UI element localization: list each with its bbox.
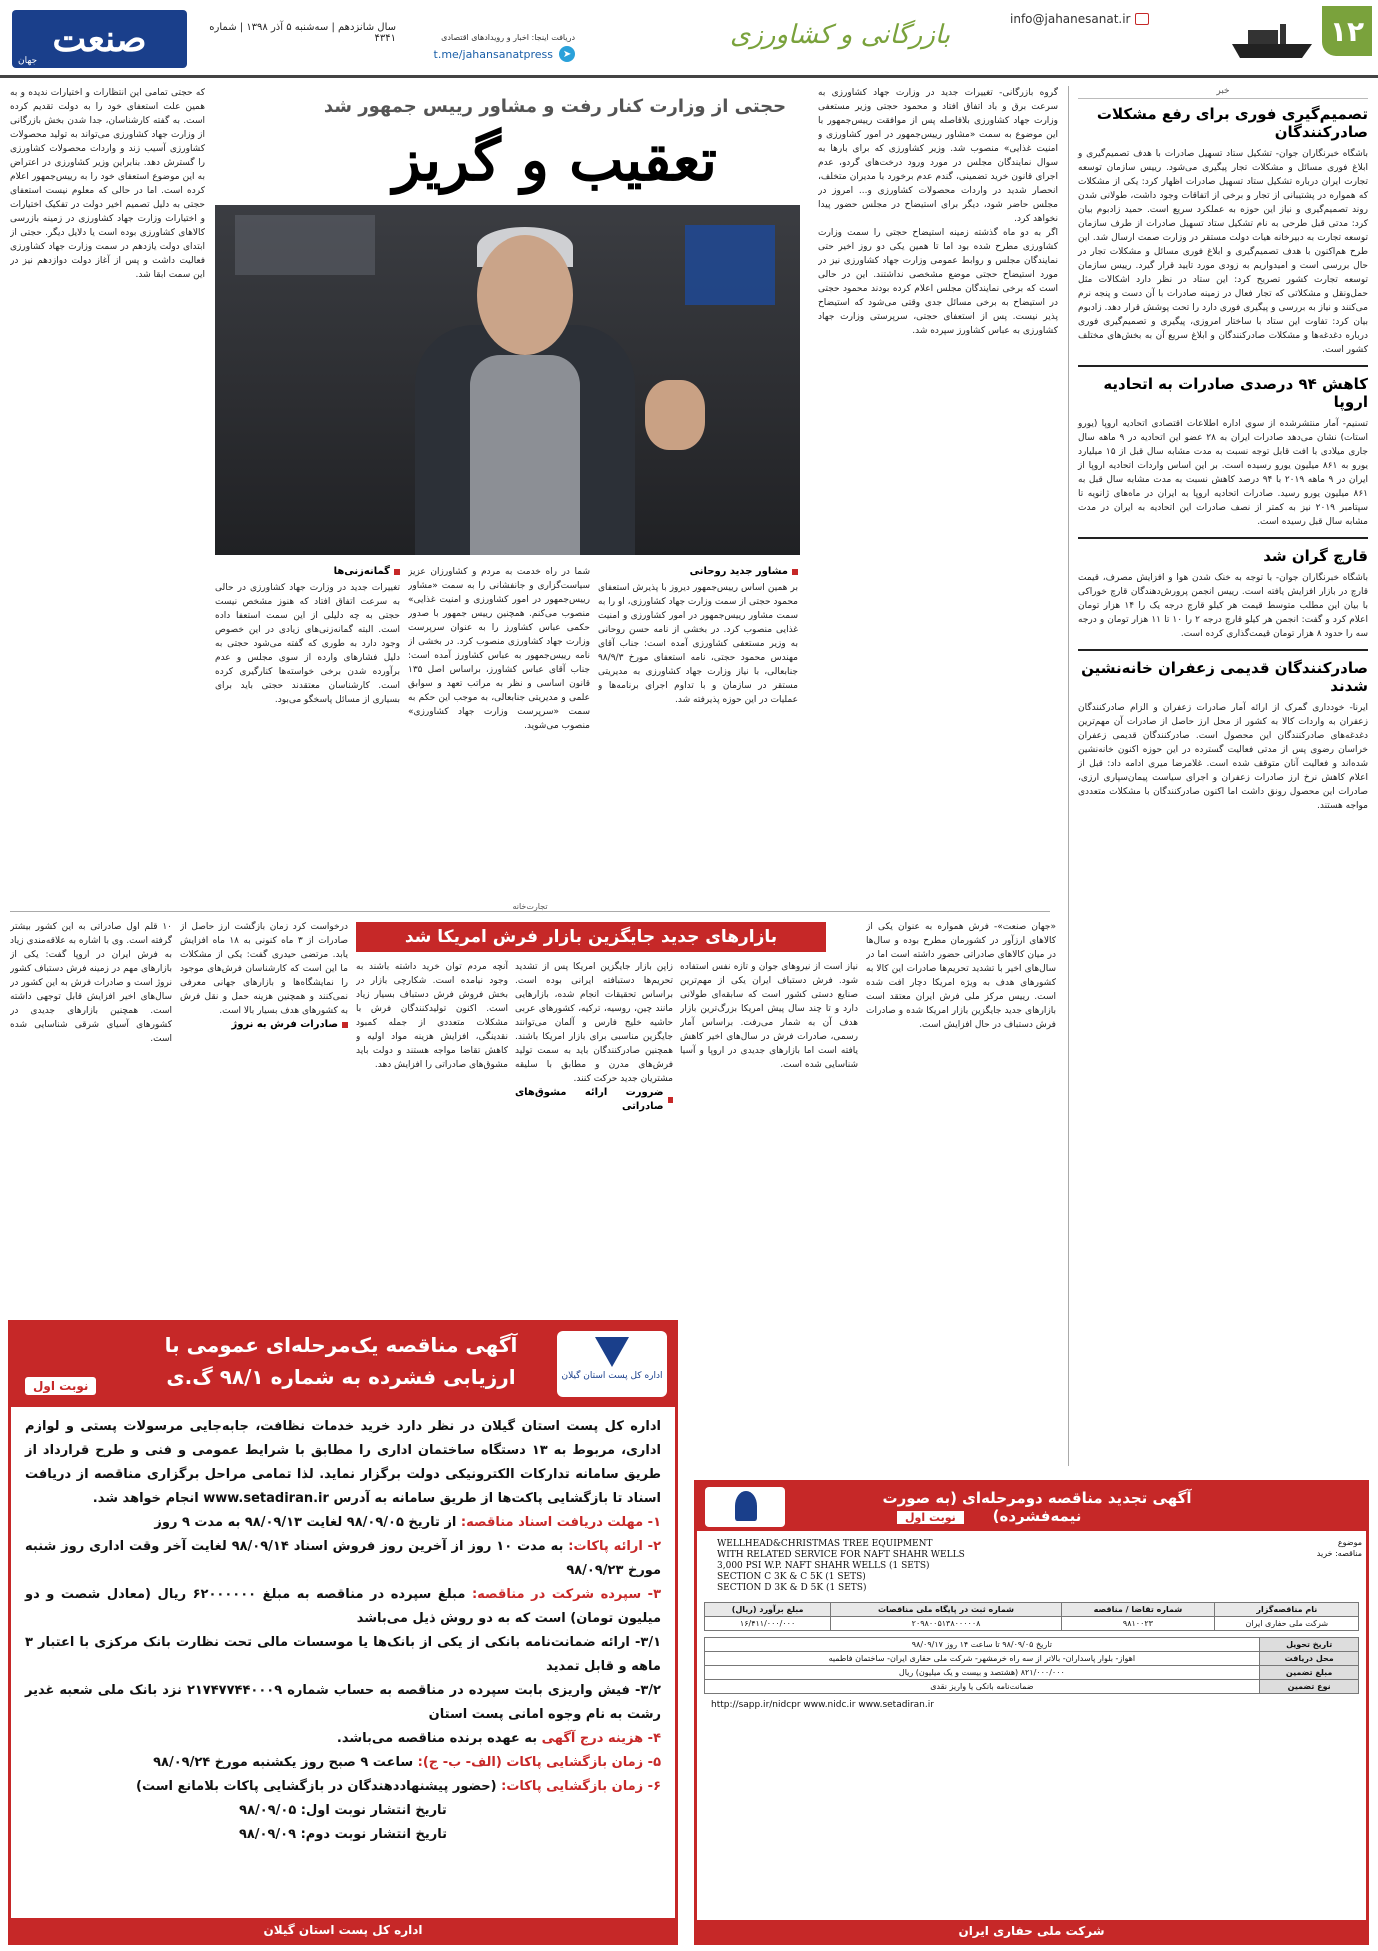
email-address: info@jahanesanat.ir	[1010, 12, 1131, 26]
post-logo: اداره کل پست استان گیلان	[557, 1331, 667, 1397]
subhead-norway: صادرات فرش به نروژ	[180, 1018, 348, 1032]
table-cell: ۱۶/۴۱۱/۰۰۰/۰۰۰	[704, 1617, 831, 1631]
ad-item-label: ۴- هزینه درج آگهی	[541, 1731, 661, 1746]
ad-item-label: ۳/۱-	[634, 1635, 662, 1650]
ad-item	[25, 1727, 661, 1751]
ad-item-text: ساعت ۹ صبح روز یکشنبه مورخ ۹۸/۰۹/۲۴	[153, 1755, 414, 1770]
ad-item-label: ۲- ارائه پاکات:	[568, 1539, 661, 1554]
right-kicker: خبر	[1078, 86, 1368, 99]
ad-item-label: ۵- زمان بازگشایی پاکات (الف- ب- ج):	[417, 1755, 661, 1770]
equipment-line: SECTION D 3K & D 5K (1 SETS)	[717, 1583, 867, 1593]
tender-ad-post-gilan[interactable]	[8, 1320, 678, 1945]
main-col5-text: تغییرات جدید در وزارت جهاد کشاورزی در حالی به سرعت اتفاق افتاد که هنوز مشخص نیست حجتی به چه دلیلی از این سمت استعفا داده است. البته گمانه‌زنی‌های زیادی در این خصوص وجود دارد به طوری که گفته می‌شود حجتی به دلیل فشارهای وارده از سوی مجلس و عدم برآورده شدن برخی خواسته‌ها کنارگیری کرده است. کارشناسان معتقدند حجتی باید برای بسیاری از مسائل پاسخگو می‌بود.	[215, 583, 400, 705]
equipment-line: 3,000 PSI W.P. NAFT SHAHR WELLS (1 SETS)	[717, 1561, 930, 1571]
tender-subject-label: موضوع مناقصه: خرید	[1316, 1538, 1362, 1558]
story-body-export-facilitation: باشگاه خبرنگاران جوان- تشکیل ستاد تسهیل صادرات با هدف تصمیم‌گیری و ابلاغ فوری مسائل و مشکلات تجار پیگیری می‌شود. رییس سازمان توسعه تجارت ایران درباره تشکیل ستاد تسهیل صادرات اظهار کرد: یکی از مشکلات که همواره در پشتیبانی از تجار و برخی از اتفاقات وجود داشت، طولانی شدن روند تصمیم‌گیری و نیاز این حوزه به عملکرد سریع است. حمید زادبوم بیان کرد: مدتی قبل طرحی به نام تشکیل ستاد تسهیل صادرات از طرف سازمان توسعه تجارت به دبیرخانه هیات دولت مستقر در وزارت صمت ارسال شد. این طرح هم‌اکنون با هدف تصمیم‌گیری و ابلاغ فوری مسائل و مشکلات تجار در حال بررسی است و امیدواریم به زودی مورد تایید قرار گیرد. رییس سازمان توسعه تجارت کشور تصریح کرد: این ستاد در نظر دارد اشکالات مثل حمل‌ونقل و مشکلاتی که تجار فعال در زمینه صادرات با آن دست و پنجه نرم می‌کنند و نیاز به بررسی و پیگیری فوری دارد را تحت پوشش قرار دهد. زادبوم بیان کرد: تفاوت این ستاد با ساختار امروزی، پیگیری و تصمیم‌گیری فوری درباره دغدغه‌ها و مشکلات صادرکنندگان و ابلاغ سریع آن به بخش‌های مختلف کشور است.	[1078, 149, 1368, 355]
trade-col3	[515, 960, 673, 1310]
row-value: اهواز- بلوار پاسداران- بالاتر از سه راه خرمشهر- شرکت ملی حفاری ایران- ساختمان فاطمیه	[704, 1652, 1259, 1666]
table-row	[704, 1666, 1359, 1680]
ad-item-text: به عهده برنده مناقصه می‌باشد.	[336, 1731, 538, 1746]
main-col3	[598, 565, 798, 885]
divider	[1078, 649, 1368, 651]
email-link[interactable]	[1010, 12, 1149, 26]
ad-title: آگهی مناقصه یک‌مرحله‌ای عمومی با ارزیابی فشرده به شماره ۹۸/۱ گ.ی	[164, 1333, 518, 1389]
main-col6	[10, 86, 205, 886]
column-divider	[1068, 86, 1069, 1466]
ad-item-text: (حضور پیشنهاددهندگان در بازگشایی پاکات بلامانع است)	[136, 1779, 497, 1794]
row-value: ضمانت‌نامه بانکی یا واریز نقدی	[704, 1680, 1259, 1694]
logo-sub: جهان	[18, 56, 38, 66]
ad-item-label: ۳- سپرده شرکت در مناقصه:	[471, 1587, 661, 1602]
ad-item-text: فیش واریزی بابت سپرده در مناقصه به حساب شماره ۲۱۷۴۷۷۴۴۰۰۰۹ نزد بانک ملی شعبه غدیر رشت به نام وجوه امانی پست استان	[25, 1683, 661, 1722]
subhead-new-advisor: مشاور جدید روحانی	[598, 565, 798, 579]
story-body-mushroom: باشگاه خبرنگاران جوان- با توجه به خنک شدن هوا و افزایش مصرف، قیمت قارچ در بازار افزایش یافته است. رییس انجمن پرورش‌دهندگان قارچ خوراکی با بیان این مطلب متوسط قیمت هر کیلو قارچ درجه یک را ۱۴ هزار تومان اعلام کرد و گفت: انجمن هر کیلو قارچ درجه ۲ را ۱۰ تا ۱۱ هزار تومان و درجه سه را حدود ۸ هزار تومان قیمت‌گذاری کرده است.	[1078, 573, 1369, 639]
main-col4	[408, 565, 590, 885]
ad-footer: اداره کل پست استان گیلان	[11, 1918, 675, 1942]
photo-figure	[645, 380, 705, 450]
tender-ad-drilling-company[interactable]	[694, 1480, 1369, 1945]
table-row	[704, 1638, 1359, 1652]
table-row	[704, 1617, 1359, 1631]
ad-item	[25, 1751, 661, 1775]
trade-col6	[10, 920, 172, 1310]
row-label: تاریخ تحویل	[1260, 1638, 1359, 1652]
equipment-line: SECTION C 3K & C 5K (1 SETS)	[717, 1572, 866, 1582]
story-title-saffron[interactable]: صادرکنندگان قدیمی زعفران خانه‌نشین شدند	[1081, 659, 1368, 695]
ad-header	[11, 1323, 675, 1407]
subhead-export-incentives: ضرورت ارائه مشوق‌های صادراتی	[515, 1086, 673, 1114]
ad-item	[25, 1775, 661, 1799]
table-row	[704, 1652, 1359, 1666]
story-title-export-facilitation[interactable]: تصمیم‌گیری فوری برای رفع مشکلات صادرکنندگان	[1096, 105, 1368, 141]
story-title-eu-exports[interactable]: کاهش ۹۴ درصدی صادرات به اتحادیه اروپا	[1103, 375, 1368, 411]
main-col3-text: بر همین اساس رییس‌جمهور دیروز با پذیرش استعفای محمود حجتی از سمت وزارت جهاد کشاورزی، او را به سمت مشاور رییس‌جمهور در امور کشاورزی و امنیت غذایی منصوب کرد. در بخشی از نامه حسن روحانی به وزیر مستعفی کشاورزی آمده است: جناب آقای مهندس محمود حجتی، نامه استعفای مورخ ۹۸/۹/۳ جنابعالی، با نیاز وزارت جهاد کشاورزی به مدیریتی مستقر در سازمان و با تداوم اجرای برنامه‌ها و عملیات در این حوزه پذیرفته شد.	[598, 583, 798, 705]
carpet-headline-banner[interactable]: بازارهای جدید جایگزین بازار فرش امریکا شد	[356, 922, 826, 952]
ad-item-text: از تاریخ ۹۸/۰۹/۰۵ لغایت ۹۸/۰۹/۱۳ به مدت ۹ روز	[154, 1515, 457, 1530]
ad-title: آگهی تجدید مناقصه دومرحله‌ای (به صورت نیمه‌فشرده)	[882, 1489, 1192, 1525]
ad-header	[697, 1483, 1366, 1531]
ad-item	[25, 1631, 661, 1679]
ad-item-text: مبلغ سپرده در مناقصه به مبلغ ۶۲۰۰۰۰۰۰ ریال (معادل شصت و دو میلیون تومان) است که به دو روش ذیل می‌باشد	[25, 1587, 661, 1626]
equipment-line: WITH RELATED SERVICE FOR NAFT SHAHR WELLS	[717, 1550, 965, 1560]
main-col2: اگر به دو ماه گذشته زمینه استیضاح حجتی را سمت وزارت کشاورزی مطرح شده بود اما تا همین یکی دو روز اخیر حتی نمایندگان مجلس و روابط عمومی وزارت جهاد کشاورزی نیز در مورد استیضاح حجتی موضع مشخصی نداشتند. این در حالی است که برخی نمایندگان مجلس اعلام کرده بودند محمود حجتی در استیضاح به برخی مسائل جدی وقتی می‌شود که استیضاح پذیر نیست. پس از استعفای حجتی، سرپرستی وزارت جهاد کشاورزی به عباس کشاورز سپرده شد.	[818, 228, 1058, 336]
round-badge: نوبت اول	[897, 1511, 964, 1524]
divider	[1078, 537, 1368, 539]
row-value: تاریخ ۹۸/۰۹/۰۵ تا ساعت ۱۴ روز ۹۸/۰۹/۱۷	[704, 1638, 1259, 1652]
telegram-icon: ➤	[559, 46, 575, 62]
ad-item-text: به مدت ۱۰ روز از آخرین روز فروش اسناد ۹۸/۰۹/۱۴ لغایت آخر وقت اداری روز شنبه مورخ ۹۸/۰۹/۲۳	[25, 1539, 661, 1578]
main-col6-text: که حجتی تمامی این انتظارات و اختیارات ندیده و به همین علت استعفای خود را به دولت تقدیم کرده است. به گفته کارشناسان، جدا شدن بخش بازرگانی از وزارت جهاد کشاورزی می‌تواند به تولید محصولات کشاورزی آسیب زند و واردات محصولات کشاورزی را گسترش دهد. بنابراین وزیر کشاورزی در اعتراض به این موضوع استعفای خود را به رییس‌جمهور اعلام کرده است. اما در حالی که معلوم نیست استعفای حجتی به دلیل تصمیم اخیر دولت در تفکیک اختیارات و اختیارات وزارت جهاد کشاورزی در زمینه بازرسی کالاهای کشاورزی بوده است یا دلایل دیگر. حجتی از ابتدای دولت یازدهم در سمت وزارت جهاد کشاورزی فعالیت داشت و پس از آغاز دولت دوازدهم نیز در این سمت ابقا شد.	[10, 88, 205, 280]
ad-item-label: ۶- زمان بازگشایی پاکات:	[501, 1779, 661, 1794]
ad-item-label: ۳/۲-	[634, 1683, 661, 1698]
equipment-list	[697, 1531, 1366, 1602]
ad-item-text: ارائه ضمانت‌نامه بانکی از یکی از بانک‌ها یا موسسات مالی تحت نظارت بانک مرکزی با اعتبار ۳ ماهه و قابل تمدید	[25, 1635, 661, 1674]
table-cell: ۹۸۱۰۰۲۳	[1061, 1617, 1215, 1631]
trade-col6-text: ۱۰ قلم اول صادراتی به این کشور بیشتر گرفته است. وی با اشاره به علاقه‌مندی زیاد به فرش ایران در اروپا گفت: یکی از بازارهای مهم در زمینه فرش دستباف کشور نروژ است و صادرات فرش به این کشور در سال‌های اخیر افزایش قابل توجهی داشته است. همچنین بازارهای جدیدی در کشورهای آسیای شرقی شناسایی شده است.	[10, 922, 172, 1044]
row-label: محل دریافت	[1260, 1652, 1359, 1666]
nidc-logo	[705, 1487, 785, 1527]
main-kicker: حجتی از وزارت کنار رفت و مشاور رییس جمهور شد	[323, 96, 787, 117]
ad-item	[25, 1511, 661, 1535]
issue-info: سال شانزدهم | سه‌شنبه ۵ آذر ۱۳۹۸ | شماره ۴۳۴۱	[209, 22, 396, 44]
logo-text: صنعت	[52, 18, 147, 60]
trade-kicker: تجارت‌خانه	[10, 902, 1050, 912]
cargo-ship-icon	[1228, 22, 1316, 62]
photo-figure	[470, 355, 580, 555]
masthead	[0, 0, 1378, 78]
main-headline[interactable]: تعقیب و گریز	[392, 126, 718, 194]
trade-col1	[866, 920, 1056, 1310]
tender-details-table	[704, 1637, 1360, 1694]
equipment-line: WELLHEAD&CHRISTMAS TREE EQUIPMENT	[717, 1539, 933, 1549]
table-header: مبلغ برآورد (ریال)	[704, 1603, 831, 1617]
photo-background	[235, 215, 375, 275]
publish-date-2: تاریخ انتشار نوبت دوم: ۹۸/۰۹/۰۹	[238, 1827, 448, 1842]
table-header: شماره ثبت در پایگاه ملی مناقصات	[831, 1603, 1061, 1617]
story-title-mushroom[interactable]: قارچ گران شد	[1263, 547, 1368, 565]
photo-background	[685, 225, 775, 305]
subhead-speculations: گمانه‌زنی‌ها	[215, 565, 400, 579]
round-badge: نوبت اول	[25, 1377, 96, 1395]
ad-intro: اداره کل پست استان گیلان در نظر دارد خرید خدمات نظافت، جابه‌جایی مرسولات پستی و لوازم اداری، مربوط به ۱۳ دستگاه ساختمان اداری را مطابق با شرایط عمومی و فنی و طرح قرارداد از طریق سامانه تدارکات الکترونیکی دولت برگزار نماید. لذا تمامی مراحل برگزاری مناقصه از دریافت اسناد تا بازگشایی پاکت‌ها از طریق سامانه به آدرس www.setadiran.ir انجام خواهد شد.	[25, 1419, 662, 1506]
telegram-handle: t.me/jahansanatpress	[433, 47, 553, 61]
table-header: شماره تقاضا / مناقصه	[1061, 1603, 1215, 1617]
table-cell: ۲۰۹۸۰۰۵۱۳۸۰۰۰۰۰۸	[831, 1617, 1061, 1631]
ad-item	[25, 1535, 661, 1583]
ad-item-label: ۱- مهلت دریافت اسناد مناقصه:	[460, 1515, 661, 1530]
story-body-saffron: ایرنا- خودداری گمرک از ارائه آمار صادرات زعفران و الزام صادرکنندگان زعفران به واردات کالا به کشور از محل ارز حاصل از صادرات آن مهم‌ترین دغدغه‌های صادرکنندگان این محصول است. صادرکنندگان قدیمی زعفران خراسان رضوی پس از مدتی فعالیت گسترده در این حوزه اکنون خانه‌نشین شده‌اند و فعالیت آنان متوقف شده است. غلامرضا میری ادامه داد: قبل از اعلام کاهش نرخ ارز صادرات زعفران و اجرای سیاست پیمان‌سپاری ارزی، صادرات این محصول رونق داشت اما اکنون صادرکنندگان با مشکلات متعددی مواجه هستند.	[1078, 703, 1368, 811]
minister-photo[interactable]	[215, 205, 800, 555]
ad-urls[interactable]: http://sapp.ir/nidcpr www.nidc.ir www.setadiran.ir	[711, 1700, 934, 1710]
trade-col1-text: «جهان صنعت»- فرش همواره به عنوان یکی از کالاهای ارزآور در کشورمان مطرح بوده و سال‌ها در میان کالاهای صادراتی حضور داشته است اما در سال‌های اخیر با تشدید تحریم‌ها صادرات این کالا به کشورهای هدف به ویژه امریکا دچار افت شده است. رییس مرکز ملی فرش ایران معتقد است بازارهای جدید جایگزین بازار امریکا شده و صادرات فرش دستباف در حال افزایش است.	[866, 922, 1056, 1030]
main-col5	[215, 565, 400, 885]
photo-figure	[477, 235, 573, 355]
tender-table	[704, 1602, 1360, 1631]
ad-footer: شرکت ملی حفاری ایران	[697, 1920, 1366, 1942]
table-row	[704, 1680, 1359, 1694]
trade-col5-text: درخواست کرد زمان بازگشت ارز حاصل از صادرات از ۳ ماه کنونی به ۱۸ ماه افزایش یابد. مرتضی حیدری گفت: یکی از مشکلات ما این است که کارشناسان فرش‌های موجود را نمایشگاه‌ها و بازارهای جهانی معرفی نمی‌کنند و همچنین هزینه حمل و نقل فرش به کشورهای هدف بسیار بالا است.	[180, 922, 348, 1016]
ad-item	[25, 1679, 661, 1727]
envelope-icon	[1135, 13, 1149, 25]
table-header-row	[704, 1603, 1359, 1617]
page-number: ۱۲	[1322, 6, 1372, 56]
trade-col4	[356, 960, 508, 1310]
divider	[1078, 365, 1368, 367]
telegram-link[interactable]	[425, 46, 575, 62]
table-header: نام مناقصه‌گزار	[1215, 1603, 1359, 1617]
trade-col3-text: زاپن بازار جایگزین امریکا پس از تشدید تحریم‌ها دستبافته ایرانی بوده است. براساس تحقیقات انجام شده، بازارهایی مانند چین، روسیه، ترکیه، کشورهای عربی حاشیه خلیج فارس و آلمان می‌توانند جایگزین مناسبی برای بازار امریکا باشند. همچنین صادرکنندگان باید به سمت تولید فرش‌های مدرن و مطابق با سلیقه مشتریان جدید حرکت کنند.	[515, 962, 673, 1084]
right-news-column	[1078, 86, 1368, 1136]
telegram-caption: دریافت اینجا: اخبار و رویدادهای اقتصادی	[441, 33, 575, 42]
main-intro-column	[818, 86, 1058, 886]
story-body-eu-exports: تسنیم- آمار منتشرشده از سوی اداره اطلاعات اقتصادی اتحادیه اروپا (یورو استات) نشان می‌دهد صادرات ایران به ۲۸ عضو این اتحادیه در ۹ ماهه سال جاری میلادی با افت قابل توجه نسبت به مدت مشابه سال قبل از ۱۵ میلیارد یورو به ۸۶۱ میلیون یورو رسیده است. بر این اساس واردات اتحادیه اروپا از ایران در ۹ ماهه ۲۰۱۹ با ۹۴ درصد کاهش نسبت به مدت مشابه سال قبل به ۸۶۱ میلیون یورو رسید. صادرات اتحادیه اروپا به ایران در ماه‌های ژانویه تا سپتامبر ۲۰۱۹ نیز به کمتر از نصف صادرات این اتحادیه به ایران در مدت مشابه سال قبل رسیده است.	[1078, 419, 1369, 527]
trade-col5	[180, 920, 348, 1310]
main-intro: گروه بازرگانی- تغییرات جدید در وزارت جهاد کشاورزی به سرعت برق و باد اتفاق افتاد و محمود حجتی وزیر مستعفی وزارت جهاد کشاورزی بلافاصله پس از موافقت رییس‌جمهور با این موضوع به سمت «مشاور رییس‌جمهور در امور کشاورزی و امنیت غذایی» منصوب شد. وزیر کشاورزی که برای بارها به سوال نمایندگان مجلس در مورد ورود درخت‌های گردو، عدم اجرای قانون خرید تضمینی، گندم عدم برخورد با مدیران متخلف، انحصار شدید در واردات محصولات کشاورزی و... امروز در مجلس حاضر شود، دیگر برای استیضاح در مجلس حضور پیدا نخواهد کرد.	[818, 88, 1058, 224]
row-value: ۸۲۱/۰۰۰/۰۰۰ (هشتصد و بیست و یک میلیون) ریال	[704, 1666, 1259, 1680]
publish-date-1: تاریخ انتشار نوبت اول: ۹۸/۰۹/۰۵	[239, 1803, 447, 1818]
ad-body	[11, 1407, 675, 1855]
row-label: نوع تضمین	[1260, 1680, 1359, 1694]
ad-item	[25, 1583, 661, 1631]
trade-col4-text: آنچه مردم توان خرید داشته باشند به وجود نیامده است. شکارچی بازار در بخش فروش فرش دستباف بسیار زیاد است. اکنون تولیدکنندگان فرش با مشکلات متعددی از جمله کمبود نقدینگی، افزایش هزینه مواد اولیه و کاهش تقاضا مواجه هستند و دولت باید مشوق‌های صادراتی را افزایش دهد.	[356, 962, 508, 1070]
trade-col2	[680, 960, 858, 1310]
table-cell: شرکت ملی حفاری ایران	[1215, 1617, 1359, 1631]
newspaper-logo[interactable]	[12, 10, 187, 68]
section-title: بازرگانی و کشاورزی	[730, 20, 951, 50]
main-col4-text: شما در راه خدمت به مردم و کشاورزان عزیز سیاست‌گزاری و جانفشانی را به سمت «مشاور رییس‌جمهور در امور کشاورزی و امنیت غذایی» منصوب می‌کنم. همچنین رییس جمهور با صدور حکمی عباس کشاورز را به عنوان سرپرست وزارت جهاد کشاورزی منصوب کرد. در بخشی از نامه رییس‌جمهور به عباس کشاورز آمده است: جناب آقای عباس کشاورز، براساس اصل ۱۳۵ قانون اساسی و نظر به مراتب تعهد و سوابق علمی و مدیریتی جنابعالی، به موجب این حکم به سمت «سرپرست وزارت جهاد کشاورزی» منصوب می‌شوید.	[408, 567, 590, 731]
trade-col2-text: نیاز است از نیروهای جوان و تازه نفس استفاده شود. فرش دستباف ایران یکی از مهم‌ترین صنایع دستی کشور است که سابقه‌ای طولانی دارد و تا چند سال پیش امریکا بزرگ‌ترین بازار هدف آن به شمار می‌رفت. براساس آمار رسمی، صادرات فرش در سال‌های اخیر کاهش یافته است اما بازارهای جدیدی در اروپا و آسیا شناسایی شده است.	[680, 962, 858, 1070]
row-label: مبلغ تضمین	[1260, 1666, 1359, 1680]
